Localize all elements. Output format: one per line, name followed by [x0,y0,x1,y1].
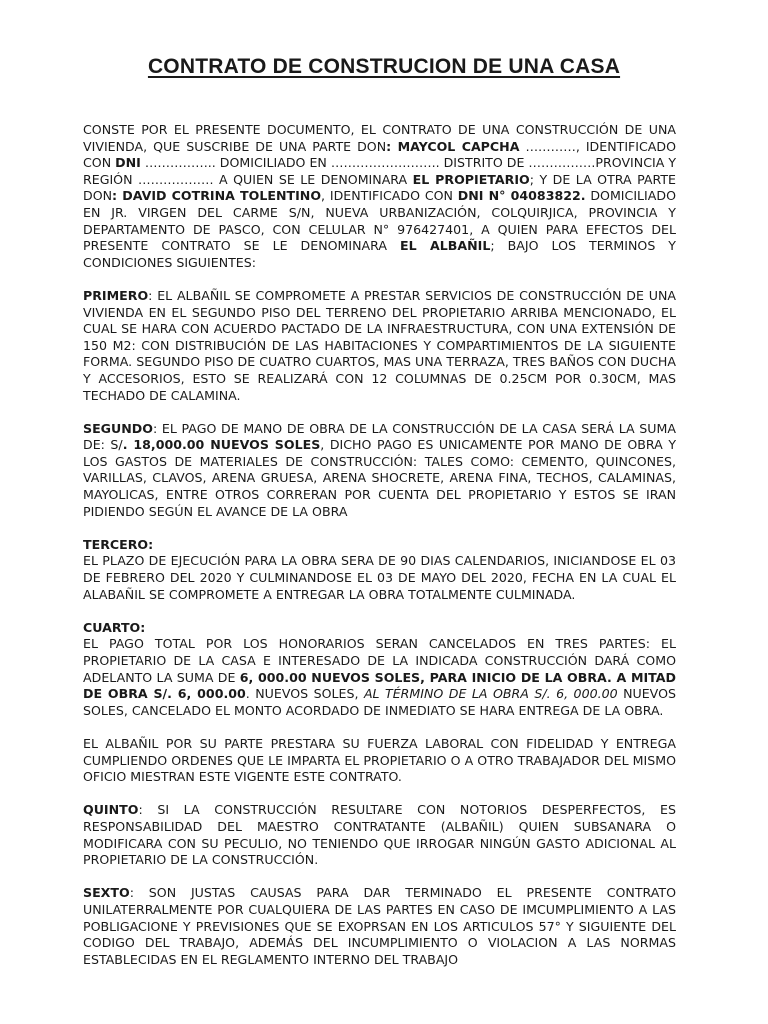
mid-payment: , PARA INICIO DE LA OBRA. A MITAD DE OBRA S/. 6, 000.00 [83,669,676,702]
clause-text: . NUEVOS SOLES, [245,686,364,702]
clause-text: , DICHO PAGO ES UNICAMENTE POR MANO DE OBRA Y LOS GASTOS DE MATERIALES DE CONSTRUCCIÓN: TALES COMO: CEMENTO, QUINCONES, VARILLAS, CLAVOS, ARENA GRUESA, ARENA SHOCRETE, ARENA FINA, TECHOS, CALAMINAS, MAYOLICAS, ENTRE OTROS CORRERAN POR CUENTA DEL PROPIETARIO Y ESTOS SE IRAN PIDIENDO SEGÚN EL AVANCE DE LA OBRA [83,437,677,519]
builder-name: DAVID COTRINA TOLENTINO [122,188,322,204]
clause-text: : SI LA CONSTRUCCIÓN RESULTARE CON NOTORIOS DESPERFECTOS, ES RESPONSABILIDAD DEL MAESTRO CONTRATANTE (ALBAÑIL) QUIEN SUBSANARA O MODIFICARA CON SU PECULIO, NO TENIENDO QUE IRROGAR NINGÚN GASTO ADICIONAL AL PROPIETARIO DE LA CONSTRUCCIÓN. [83,802,676,868]
clause-label: CUARTO: [83,619,146,635]
clause-quinto [83,802,676,868]
intro-text: …………….. DOMICILIADO EN …………………….. DISTRITO DE …………….PROVINCIA Y REGIÓN ……………… A QUIEN SE LE DENOMINARA [83,155,677,187]
owner-role: EL PROPIETARIO [412,171,530,187]
intro-colon: : [112,188,123,204]
intro-text: DOMICILIADO EN JR. VIRGEN DEL CARME S/N, NUEVA URBANIZACIÓN, COLQUIRJICA, PROVINCIA Y DEPARTAMENTO DE PASCO, CON CELULAR N° 976427401, A QUIEN PARA EFECTOS DEL PRESENTE CONTRATO SE LE DENOMINARA [83,188,676,254]
owner-dni-label: DNI [115,155,141,171]
clause-text: EL PLAZO DE EJECUCIÓN PARA LA OBRA SERA DE 90 DIAS CALENDARIOS, INICIANDOSE EL 03 DE FEBRERO DEL 2020 Y CULMINANDOSE EL 03 DE MAYO DEL 2020, FECHA EN LA CUAL EL ALABAÑIL SE COMPROMETE A ENTREGAR LA OBRA TOTALMENTE CULMINADA. [83,553,676,602]
clause-text: EL PAGO TOTAL POR LOS HONORARIOS SERAN CANCELADOS EN TRES PARTES: EL PROPIETARIO DE LA CASA E INTERESADO DE LA INDICADA CONSTRUCCIÓN DARÁ COMO ADELANTO LA SUMA DE [83,636,676,685]
intro-text: CONSTE POR EL PRESENTE DOCUMENTO, EL CONTRATO DE UNA CONSTRUCCIÓN DE UNA VIVIENDA, QUE SUSCRIBE DE UNA PARTE DON [83,122,676,154]
document-title: CONTRATO DE CONSTRUCION DE UNA CASA [147,55,621,78]
clause-label: PRIMERO [83,287,149,303]
clause-text: NUEVOS SOLES, CANCELADO EL MONTO ACORDADO DE INMEDIATO SE HARA ENTREGA DE LA OBRA. [83,686,676,718]
intro-colon: : [386,138,398,154]
clause-label: SEXTO [83,885,130,901]
document-body [83,122,676,985]
clause-cuarto [83,620,676,720]
intro-text: ; BAJO LOS TERMINOS Y CONDICIONES SIGUIENTES: [83,238,676,270]
intro-text: …………, IDENTIFICADO CON [83,138,677,171]
clause-text: : SON JUSTAS CAUSAS PARA DAR TERMINADO EL PRESENTE CONTRATO UNILATERRALMENTE POR CUALQUIERA DE LAS PARTES EN CASO DE IMCUMPLIMIENTO A LAS POBLIGACIONE Y PREVISIONES QUE SE EXOPRSAN EN LOS ARTICULOS 57° Y SIGUIENTE DEL CODIGO DEL TRABAJO, ADEMÁS DEL INCUMPLIMIENTO O VIOLACION A LAS NORMAS ESTABLECIDAS EN EL REGLAMENTO INTERNO DEL TRABAJO [83,885,676,967]
intro-text: , IDENTIFICADO CON [321,188,458,204]
advance-amount: 6, 000.00 NUEVOS SOLES [239,669,421,685]
albanil-paragraph: EL ALBAÑIL POR SU PARTE PRESTARA SU FUERZA LABORAL CON FIDELIDAD Y ENTREGA CUMPLIENDO ORDENES QUE LE IMPARTA EL PROPIETARIO O A OTRO TRABAJADOR DEL MISMO OFICIO MIESTRAN ESTE VIGENTE ESTE CONTRATO. [83,735,676,785]
builder-role: EL ALBAÑIL [400,238,491,254]
clause-label: QUINTO [83,802,139,818]
clause-sexto [83,885,676,968]
final-payment: AL TÉRMINO DE LA OBRA S/. 6, 000.00 [363,686,618,702]
clause-primero [83,288,676,404]
payment-amount: . 18,000.00 NUEVOS SOLES [122,437,321,453]
owner-name: MAYCOL CAPCHA [397,138,520,154]
clause-label: TERCERO: [83,536,154,552]
builder-dni: DNI N° 04083822. [457,188,586,204]
clause-tercero [83,537,676,603]
clause-text: : EL PAGO DE MANO DE OBRA DE LA CONSTRUCCIÓN DE LA CASA SERÁ LA SUMA DE: S/ [83,420,676,453]
intro-text: ; Y DE LA OTRA PARTE DON [83,171,676,204]
clause-text: EL ALBAÑIL SE COMPROMETE A PRESTAR SERVICIOS DE CONSTRUCCIÓN DE UNA VIVIENDA EN EL SEGUNDO PISO DEL TERRENO DEL PROPIETARIO ARRIBA MENCIONADO, EL CUAL SE HARA CON ACUERDO PACTADO DE LA INFRAESTRUCTURA, CON UNA EXTENSIÓN DE 150 M2: CON DISTRIBUCIÓN DE LAS HABITACIONES Y COMPARTIMIENTOS DE LA SIGUIENTE FORMA. SEGUNDO PISO DE CUATRO CUARTOS, MAS UNA TERRAZA, TRES BAÑOS CON DUCHA Y ACCESORIOS, ESTO SE REALIZARÁ CON 12 COLUMNAS DE 0.25CM POR 0.30CM, MAS TECHADO DE CALAMINA. [83,287,676,403]
clause-segundo [83,421,676,521]
clause-separator: : [148,287,158,303]
clause-label: SEGUNDO [83,420,153,436]
intro-paragraph [83,122,676,271]
